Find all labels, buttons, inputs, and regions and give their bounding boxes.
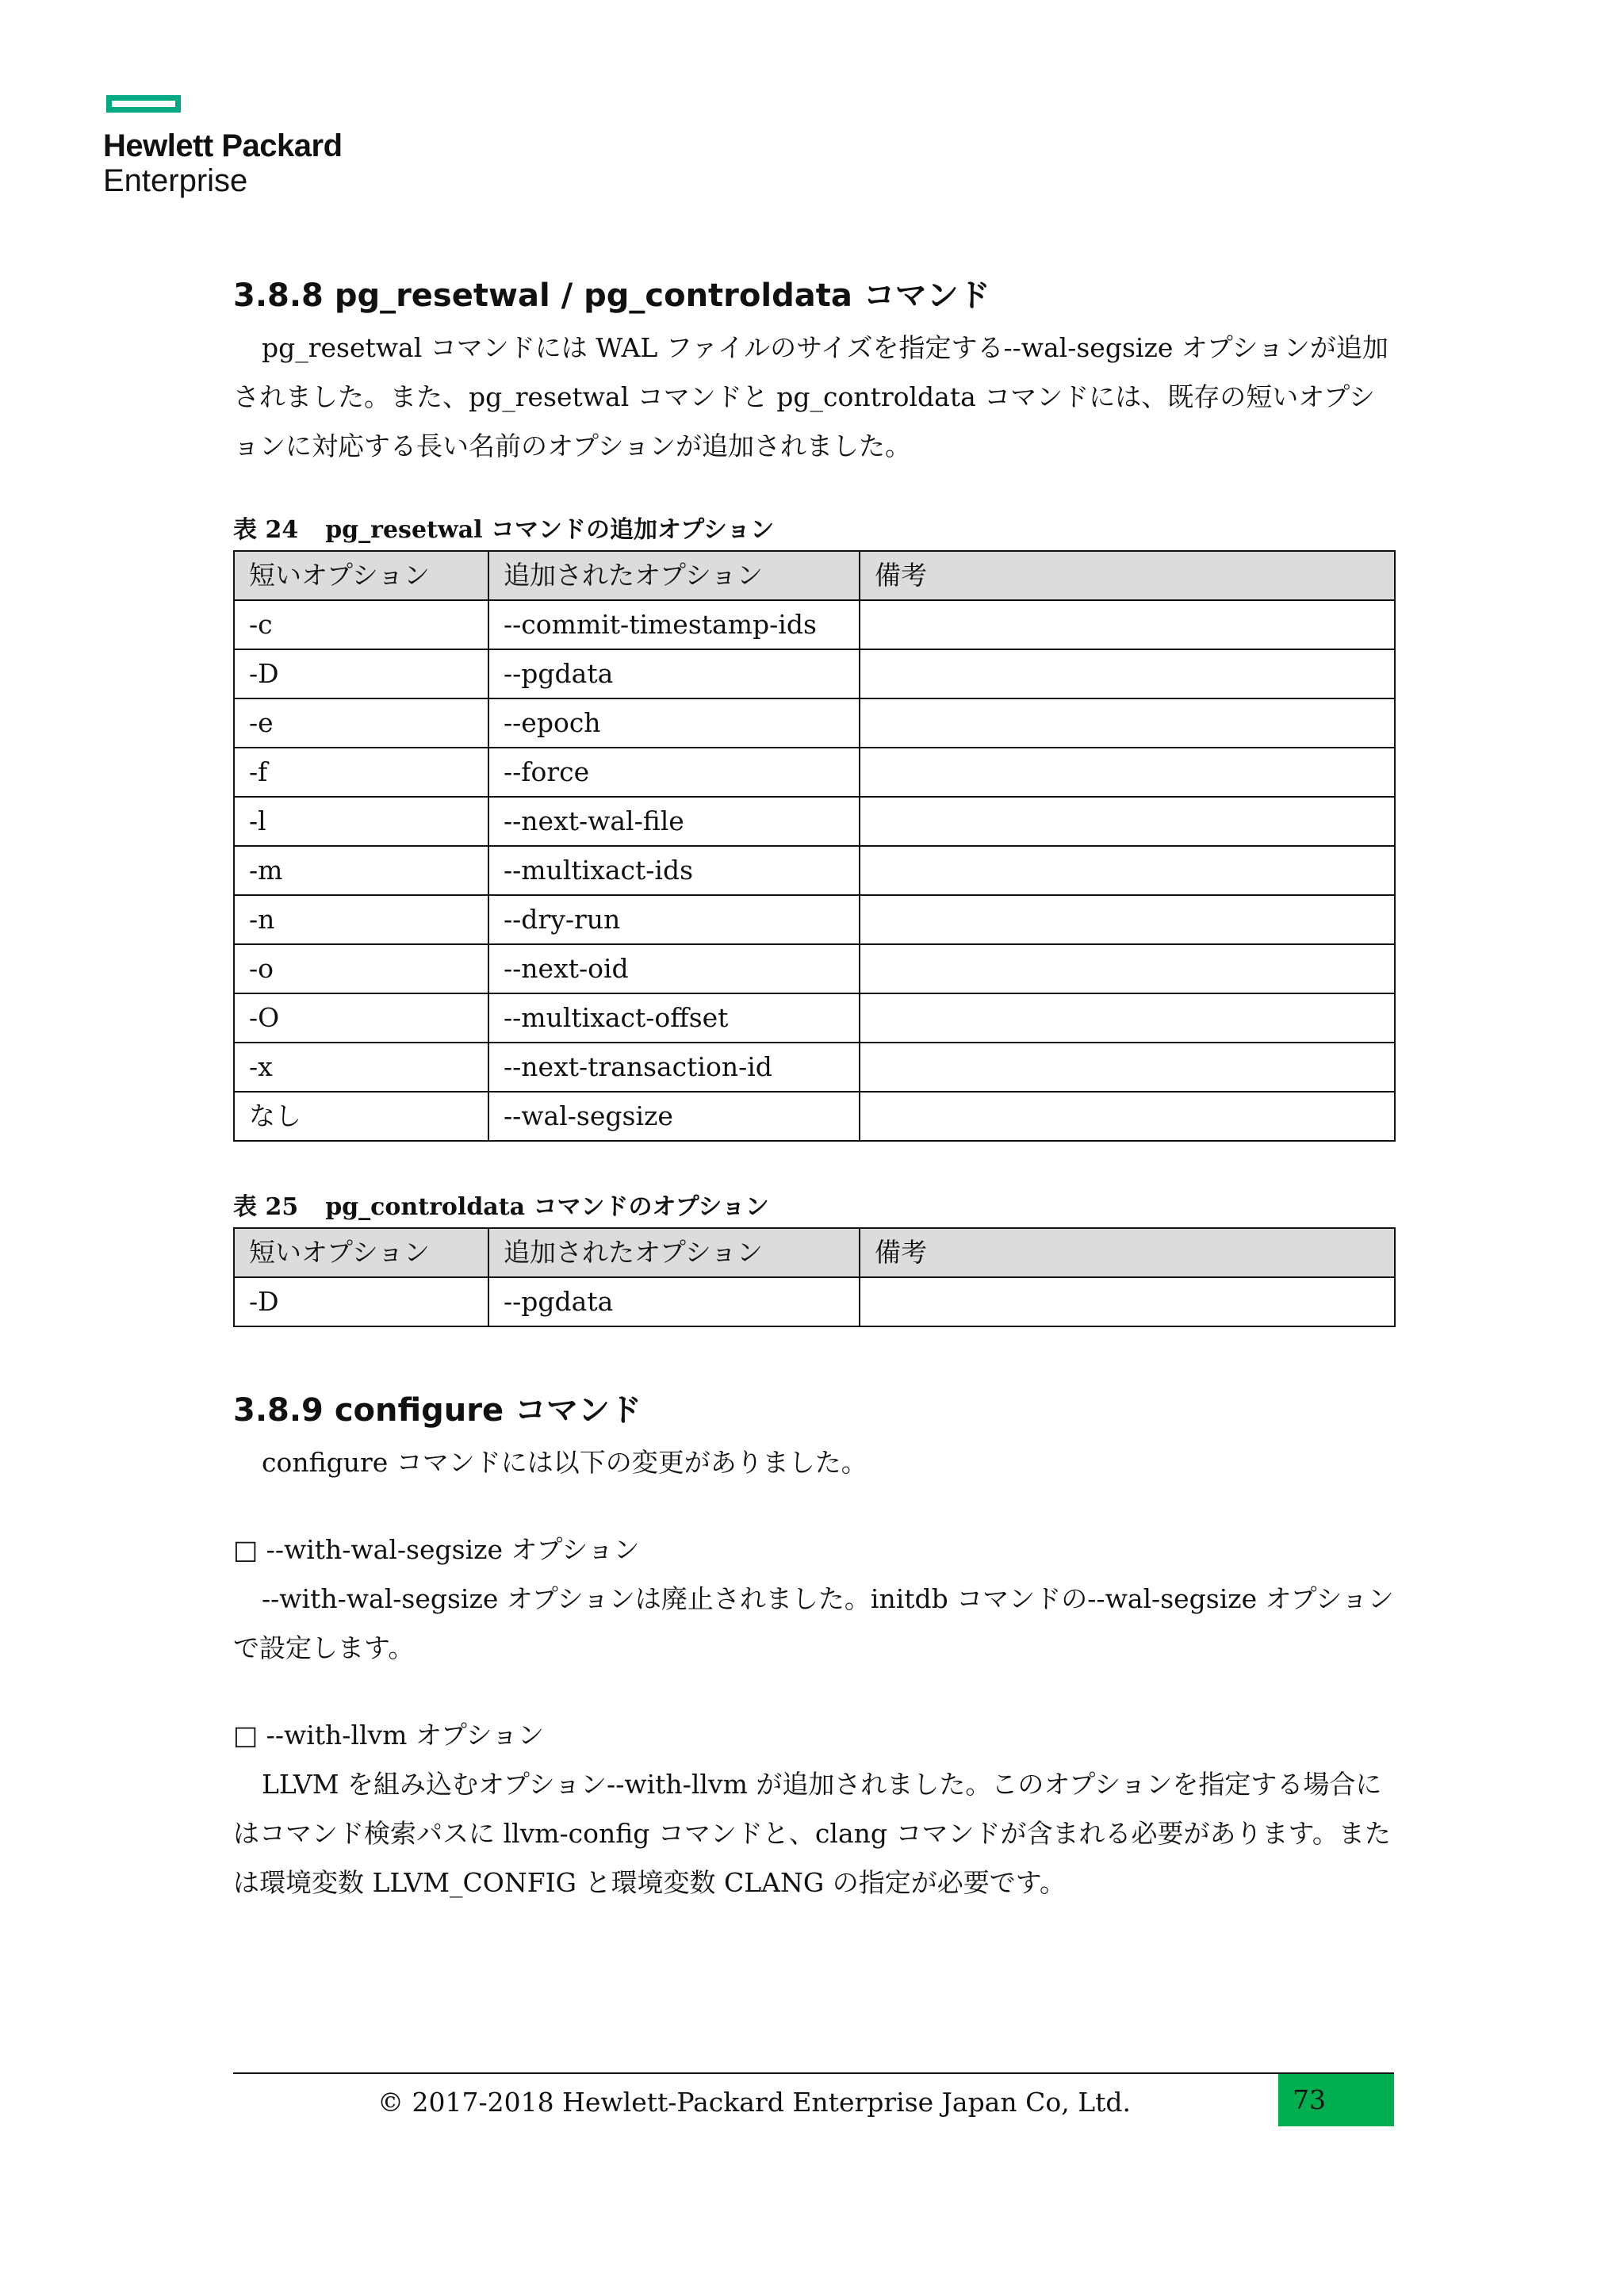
table-row xyxy=(234,895,1395,944)
notes-cell xyxy=(860,698,1395,748)
notes-cell xyxy=(860,1277,1395,1326)
table-25-caption xyxy=(233,1188,1394,1227)
notes-cell xyxy=(860,748,1395,797)
header-added-option: 追加されたオプション xyxy=(488,1228,860,1277)
notes-cell xyxy=(860,600,1395,649)
long-option-cell: --pgdata xyxy=(488,649,860,698)
notes-cell xyxy=(860,649,1395,698)
table-24 xyxy=(233,550,1396,1142)
notes-cell xyxy=(860,1092,1395,1141)
table-row xyxy=(234,1277,1395,1326)
header-notes: 備考 xyxy=(860,1228,1395,1277)
page-number: 73 xyxy=(1278,2074,1394,2126)
header-short-option: 短いオプション xyxy=(234,551,488,600)
long-option-cell: --next-transaction-id xyxy=(488,1043,860,1092)
long-option-cell: --next-wal-file xyxy=(488,797,860,846)
table-25-title: pg_controldata コマンドのオプション xyxy=(325,1193,769,1221)
header-added-option: 追加されたオプション xyxy=(488,551,860,600)
short-option-cell: -n xyxy=(234,895,488,944)
table-row xyxy=(234,698,1395,748)
item-with-wal-segsize-title: □ --with-wal-segsize オプション xyxy=(233,1534,640,1565)
long-option-cell: --wal-segsize xyxy=(488,1092,860,1141)
item-with-llvm-body: LLVM を組み込むオプション--with-llvm が追加されました。このオプションを指定する場合にはコマンド検索パスに llvm-config コマンドと、clang コマンドが含まれる必要があります。または環境変数 LLVM_CONFIG と環境変数 CLANG の指定が必要です。 xyxy=(233,1769,1391,1898)
table-header-row xyxy=(234,1228,1395,1277)
short-option-cell: -o xyxy=(234,944,488,993)
short-option-cell: -l xyxy=(234,797,488,846)
section-heading-3-8-9: 3.8.9 configure コマンド xyxy=(233,1392,642,1429)
footer-copyright: © 2017-2018 Hewlett-Packard Enterprise Japan Co, Ltd. xyxy=(377,2087,1131,2118)
short-option-cell: -D xyxy=(234,1277,488,1326)
item-with-llvm-title: □ --with-llvm オプション xyxy=(233,1720,544,1751)
logo-line-1: Hewlett Packard xyxy=(103,128,343,163)
table-row xyxy=(234,748,1395,797)
page-content xyxy=(233,268,1394,1908)
logo-bar-icon xyxy=(106,95,181,113)
short-option-cell: -f xyxy=(234,748,488,797)
long-option-cell: --multixact-ids xyxy=(488,846,860,895)
section-heading-3-8-8: 3.8.8 pg_resetwal / pg_controldata コマンド xyxy=(233,277,990,314)
table-row xyxy=(234,1092,1395,1141)
long-option-cell: --epoch xyxy=(488,698,860,748)
notes-cell xyxy=(860,895,1395,944)
short-option-cell: なし xyxy=(234,1092,488,1141)
logo-line-2: Enterprise xyxy=(103,163,248,198)
notes-cell xyxy=(860,797,1395,846)
long-option-cell: --dry-run xyxy=(488,895,860,944)
short-option-cell: -x xyxy=(234,1043,488,1092)
item-with-wal-segsize-body: --with-wal-segsize オプションは廃止されました。initdb コマンドの--wal-segsize オプションで設定します。 xyxy=(233,1583,1394,1663)
table-25 xyxy=(233,1227,1396,1327)
table-24-title: pg_resetwal コマンドの追加オプション xyxy=(325,516,775,544)
header-short-option: 短いオプション xyxy=(234,1228,488,1277)
notes-cell xyxy=(860,993,1395,1043)
section-paragraph: pg_resetwal コマンドには WAL ファイルのサイズを指定する--wal-segsize オプションが追加されました。また、pg_resetwal コマンドと pg_controldata コマンドには、既存の短いオプションに対応する長い名前のオプションが追加されました。 xyxy=(233,332,1388,461)
table-row xyxy=(234,649,1395,698)
short-option-cell: -D xyxy=(234,649,488,698)
table-row xyxy=(234,993,1395,1043)
long-option-cell: --pgdata xyxy=(488,1277,860,1326)
notes-cell xyxy=(860,846,1395,895)
short-option-cell: -m xyxy=(234,846,488,895)
configure-intro: configure コマンドには以下の変更がありました。 xyxy=(262,1447,868,1478)
long-option-cell: --next-oid xyxy=(488,944,860,993)
table-row xyxy=(234,846,1395,895)
long-option-cell: --commit-timestamp-ids xyxy=(488,600,860,649)
logo-text xyxy=(103,128,343,198)
header-notes: 備考 xyxy=(860,551,1395,600)
footer-divider xyxy=(233,2072,1394,2074)
short-option-cell: -e xyxy=(234,698,488,748)
table-24-number: 表 24 xyxy=(233,516,299,544)
short-option-cell: -c xyxy=(234,600,488,649)
table-row xyxy=(234,944,1395,993)
table-header-row xyxy=(234,551,1395,600)
table-row xyxy=(234,1043,1395,1092)
short-option-cell: -O xyxy=(234,993,488,1043)
table-row xyxy=(234,797,1395,846)
table-row xyxy=(234,600,1395,649)
notes-cell xyxy=(860,1043,1395,1092)
table-24-caption xyxy=(233,511,1394,550)
notes-cell xyxy=(860,944,1395,993)
long-option-cell: --force xyxy=(488,748,860,797)
table-25-number: 表 25 xyxy=(233,1193,299,1221)
long-option-cell: --multixact-offset xyxy=(488,993,860,1043)
